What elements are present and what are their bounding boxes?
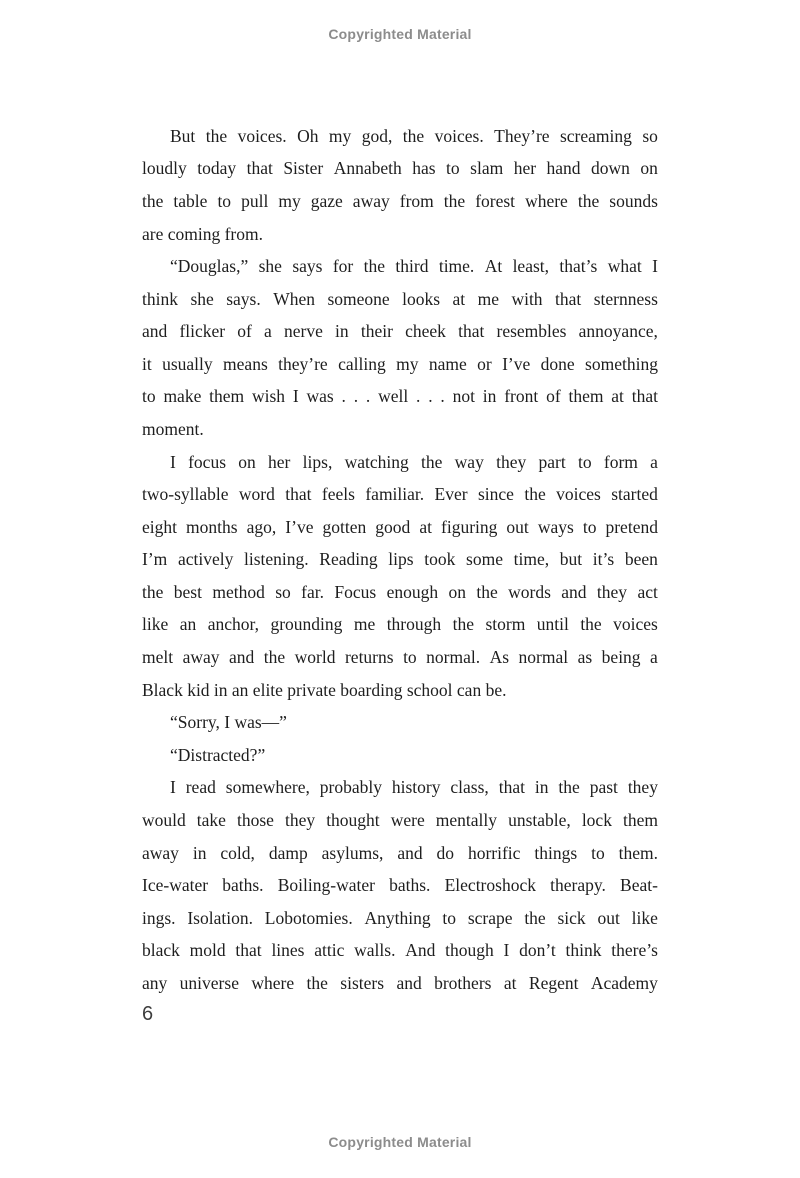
- word: brothers: [434, 972, 492, 993]
- word: words: [508, 581, 551, 602]
- word: .: [353, 386, 359, 407]
- word: ago,: [246, 516, 277, 537]
- word: and: [561, 581, 587, 602]
- word: history: [391, 777, 441, 798]
- word: to: [446, 158, 460, 179]
- word: familiar.: [365, 484, 425, 505]
- word: actively: [177, 549, 234, 570]
- word: act: [637, 581, 658, 602]
- word: Academy: [590, 972, 658, 993]
- word: Electroshock: [444, 875, 536, 896]
- word: thought: [326, 809, 380, 830]
- word: means: [223, 353, 268, 374]
- word: them: [623, 809, 658, 830]
- word: I’m: [142, 549, 168, 570]
- text-line: moment.: [142, 419, 204, 440]
- word: asylums,: [321, 842, 384, 863]
- word: my: [396, 353, 419, 374]
- word: to: [442, 907, 457, 928]
- word: lines: [271, 940, 305, 961]
- word: though: [445, 940, 494, 961]
- word: the: [476, 581, 498, 602]
- word: focus: [188, 451, 226, 472]
- word: third: [395, 256, 429, 277]
- word: the: [577, 190, 600, 211]
- word: that: [555, 288, 582, 309]
- word: the: [263, 647, 286, 668]
- word: eight: [142, 516, 177, 537]
- word: to: [217, 190, 232, 211]
- word: Annabeth: [333, 158, 402, 179]
- word: done: [540, 353, 575, 374]
- word: Isolation.: [187, 907, 253, 928]
- word: way: [454, 451, 484, 472]
- word: the: [524, 907, 546, 928]
- word: Ice-water: [142, 875, 209, 896]
- word: and: [397, 842, 423, 863]
- word: voices.: [237, 125, 287, 146]
- word: pull: [241, 190, 269, 211]
- word: looks: [402, 288, 441, 309]
- word: returns: [344, 647, 394, 668]
- word: me: [353, 614, 376, 635]
- word: watching: [344, 451, 409, 472]
- word: it’s: [592, 549, 615, 570]
- word: .: [428, 386, 433, 407]
- word: read: [185, 777, 216, 798]
- word: as: [577, 647, 593, 668]
- word: I’ve: [502, 353, 531, 374]
- word: I: [652, 256, 658, 277]
- word: those: [237, 809, 274, 830]
- word: I: [170, 451, 176, 472]
- text-line: [142, 804, 658, 837]
- word: far.: [301, 581, 324, 602]
- word: slam: [470, 158, 504, 179]
- word: Sister: [283, 158, 324, 179]
- word: her: [513, 158, 537, 179]
- word: calling: [338, 353, 386, 374]
- word: from: [399, 190, 434, 211]
- word: on: [448, 581, 466, 602]
- word: nerve: [284, 321, 323, 342]
- text-line: [142, 185, 658, 218]
- word: voices.: [434, 125, 484, 146]
- word: to: [582, 516, 597, 537]
- word: that: [458, 321, 485, 342]
- text-line: [142, 381, 658, 414]
- word: listening.: [243, 549, 309, 570]
- word: Anything: [364, 907, 431, 928]
- word: through: [386, 614, 442, 635]
- word: and: [396, 972, 422, 993]
- word: As: [489, 647, 510, 668]
- word: lips: [388, 549, 414, 570]
- word: world: [294, 647, 336, 668]
- word: Lobotomies.: [264, 907, 353, 928]
- word: away: [182, 647, 220, 668]
- word: something: [585, 353, 658, 374]
- word: gaze: [310, 190, 343, 211]
- word: normal.: [426, 647, 481, 668]
- word: them: [209, 386, 245, 407]
- word: past: [589, 777, 618, 798]
- word: out: [597, 907, 620, 928]
- word: make: [163, 386, 202, 407]
- word: Boiling-water: [277, 875, 375, 896]
- word: hand: [546, 158, 581, 179]
- word: away: [352, 190, 390, 211]
- word: the: [580, 614, 602, 635]
- text-line: [142, 315, 658, 348]
- word: cheek: [405, 321, 446, 342]
- page-text: [142, 120, 658, 1000]
- word: anchor,: [207, 614, 259, 635]
- word: don’t: [519, 940, 556, 961]
- word: .: [341, 386, 346, 407]
- word: annoyance,: [578, 321, 658, 342]
- word: was: [306, 386, 334, 407]
- word: the: [443, 190, 466, 211]
- word: that’s: [559, 256, 598, 277]
- word: her: [268, 451, 291, 472]
- word: a: [264, 321, 272, 342]
- text-line: [142, 120, 658, 153]
- word: where: [251, 972, 295, 993]
- word: the: [142, 581, 164, 602]
- word: and: [229, 647, 255, 668]
- word: I: [292, 386, 299, 407]
- word: the: [306, 972, 328, 993]
- word: think: [142, 288, 178, 309]
- word: I: [170, 777, 176, 798]
- word: would: [142, 809, 186, 830]
- word: the: [452, 614, 474, 635]
- word: with: [511, 288, 543, 309]
- word: Beat-: [620, 875, 658, 896]
- word: someone: [327, 288, 390, 309]
- word: horrific: [467, 842, 521, 863]
- text-line: [142, 934, 658, 967]
- text-line: [142, 641, 658, 674]
- word: so: [275, 581, 291, 602]
- word: them.: [618, 842, 658, 863]
- word: grounding: [270, 614, 343, 635]
- word: “Douglas,”: [170, 256, 249, 277]
- word: lips,: [302, 451, 333, 472]
- word: that: [235, 940, 262, 961]
- word: what: [607, 256, 642, 277]
- word: down: [591, 158, 630, 179]
- word: them: [568, 386, 604, 407]
- word: away: [142, 842, 179, 863]
- word: they: [285, 809, 316, 830]
- word: of: [546, 386, 561, 407]
- text-line: [142, 544, 658, 577]
- word: ways: [537, 516, 574, 537]
- word: enough: [386, 581, 439, 602]
- word: it: [142, 353, 152, 374]
- text-line: [142, 576, 658, 609]
- text-line: [142, 902, 658, 935]
- word: she: [258, 256, 282, 277]
- word: not: [452, 386, 475, 407]
- text-line: [142, 348, 658, 381]
- word: has: [412, 158, 436, 179]
- word: mentally: [435, 809, 498, 830]
- word: melt: [142, 647, 174, 668]
- word: to: [142, 386, 156, 407]
- word: Oh: [297, 125, 319, 146]
- word: an: [179, 614, 197, 635]
- word: in: [335, 321, 349, 342]
- word: the: [421, 451, 443, 472]
- word: .: [365, 386, 371, 407]
- word: for: [332, 256, 354, 277]
- word: front: [504, 386, 539, 407]
- word: probably: [319, 777, 382, 798]
- word: the: [363, 256, 386, 277]
- word: the: [524, 484, 546, 505]
- word: forest: [475, 190, 516, 211]
- text-line: Black kid in an elite private boarding school can be.: [142, 679, 507, 700]
- text-line: [142, 772, 658, 805]
- word: storm: [485, 614, 526, 635]
- text-line: [142, 837, 658, 870]
- word: do: [436, 842, 455, 863]
- word: voices: [613, 614, 658, 635]
- word: since: [477, 484, 514, 505]
- word: Reading: [319, 549, 378, 570]
- word: flicker: [179, 321, 226, 342]
- word: or: [477, 353, 492, 374]
- word: until: [536, 614, 569, 635]
- word: voices: [556, 484, 601, 505]
- word: they: [496, 451, 527, 472]
- word: my: [278, 190, 301, 211]
- word: gotten: [322, 516, 367, 537]
- word: to: [403, 647, 417, 668]
- word: where: [525, 190, 568, 211]
- word: any: [142, 972, 168, 993]
- text-line: [142, 478, 658, 511]
- word: feels: [321, 484, 355, 505]
- word: name: [428, 353, 467, 374]
- word: black: [142, 940, 180, 961]
- page-number: 6: [142, 1003, 154, 1025]
- word: damp: [268, 842, 308, 863]
- word: some: [466, 549, 503, 570]
- text-line: [142, 511, 658, 544]
- word: time,: [513, 549, 550, 570]
- word: they: [627, 777, 658, 798]
- word: class,: [450, 777, 489, 798]
- word: part: [538, 451, 566, 472]
- word: a: [650, 451, 658, 472]
- word: in: [534, 777, 549, 798]
- word: being: [601, 647, 641, 668]
- word: they: [596, 581, 628, 602]
- word: think: [565, 940, 602, 961]
- word: loudly: [142, 158, 187, 179]
- word: says: [292, 256, 323, 277]
- word: so: [642, 125, 658, 146]
- text-line: “Sorry, I was—”: [170, 712, 287, 733]
- copyright-notice-bottom: Copyrighted Material: [328, 1134, 472, 1150]
- word: ings.: [142, 907, 176, 928]
- word: screaming: [559, 125, 632, 146]
- word: baths.: [222, 875, 264, 896]
- word: well: [378, 386, 409, 407]
- word: lock: [581, 809, 612, 830]
- word: sisters: [340, 972, 385, 993]
- word: and: [142, 321, 168, 342]
- word: And: [405, 940, 436, 961]
- word: says.: [226, 288, 261, 309]
- word: they’re: [278, 353, 328, 374]
- word: of: [237, 321, 252, 342]
- word: in: [192, 842, 207, 863]
- word: Focus: [334, 581, 377, 602]
- word: the: [205, 125, 228, 146]
- word: at: [452, 288, 466, 309]
- word: that: [246, 158, 273, 179]
- word: I: [503, 940, 510, 961]
- word: a: [650, 647, 658, 668]
- word: took: [424, 549, 456, 570]
- word: she: [190, 288, 214, 309]
- word: on: [238, 451, 256, 472]
- word: unstable,: [508, 809, 571, 830]
- word: started: [611, 484, 658, 505]
- word: least,: [512, 256, 550, 277]
- word: .: [416, 386, 421, 407]
- word: months: [186, 516, 238, 537]
- word: like: [142, 614, 169, 635]
- text-line: [142, 967, 658, 1000]
- word: today: [197, 158, 237, 179]
- word: therapy.: [550, 875, 606, 896]
- text-line: [142, 869, 658, 902]
- word: .: [440, 386, 445, 407]
- word: that: [631, 386, 658, 407]
- word: at: [503, 972, 517, 993]
- word: table: [173, 190, 208, 211]
- word: in: [482, 386, 497, 407]
- copyright-notice-top: Copyrighted Material: [328, 26, 472, 42]
- word: When: [273, 288, 315, 309]
- word: mold: [189, 940, 226, 961]
- word: scrape: [467, 907, 513, 928]
- text-line: are coming from.: [142, 223, 263, 244]
- word: word: [238, 484, 275, 505]
- word: on: [640, 158, 658, 179]
- word: sounds: [609, 190, 658, 211]
- word: my: [328, 125, 352, 146]
- word: that: [498, 777, 525, 798]
- word: usually: [162, 353, 213, 374]
- word: At: [484, 256, 503, 277]
- word: walls.: [354, 940, 396, 961]
- word: universe: [179, 972, 239, 993]
- word: were: [390, 809, 425, 830]
- word: been: [624, 549, 658, 570]
- word: two-syllable: [142, 484, 229, 505]
- word: the: [402, 125, 425, 146]
- text-line: [142, 609, 658, 642]
- word: to: [577, 451, 592, 472]
- word: method: [212, 581, 265, 602]
- text-line: [142, 446, 658, 479]
- word: out: [506, 516, 529, 537]
- word: sick: [557, 907, 586, 928]
- word: that: [285, 484, 312, 505]
- word: things: [534, 842, 578, 863]
- word: god,: [361, 125, 393, 146]
- word: but: [559, 549, 583, 570]
- word: time.: [438, 256, 475, 277]
- word: sternness: [593, 288, 658, 309]
- word: good: [375, 516, 411, 537]
- word: form: [603, 451, 638, 472]
- word: cold,: [220, 842, 255, 863]
- word: resembles: [496, 321, 567, 342]
- word: me: [477, 288, 499, 309]
- word: Regent: [528, 972, 579, 993]
- text-line: [142, 153, 658, 186]
- word: wish: [251, 386, 286, 407]
- word: there’s: [611, 940, 658, 961]
- text-line: “Distracted?”: [170, 744, 266, 765]
- word: the: [142, 190, 164, 211]
- word: But: [170, 125, 196, 146]
- word: pretend: [605, 516, 658, 537]
- word: They’re: [494, 125, 550, 146]
- word: take: [196, 809, 226, 830]
- word: somewhere,: [225, 777, 310, 798]
- word: figuring: [441, 516, 498, 537]
- word: to: [591, 842, 605, 863]
- word: attic: [314, 940, 345, 961]
- word: I’ve: [285, 516, 314, 537]
- word: their: [360, 321, 393, 342]
- text-line: [142, 283, 658, 316]
- word: at: [419, 516, 432, 537]
- word: the: [558, 777, 580, 798]
- word: baths.: [389, 875, 431, 896]
- word: normal: [518, 647, 569, 668]
- word: like: [631, 907, 658, 928]
- word: Ever: [434, 484, 468, 505]
- text-line: [142, 250, 658, 283]
- word: best: [173, 581, 202, 602]
- word: at: [611, 386, 624, 407]
